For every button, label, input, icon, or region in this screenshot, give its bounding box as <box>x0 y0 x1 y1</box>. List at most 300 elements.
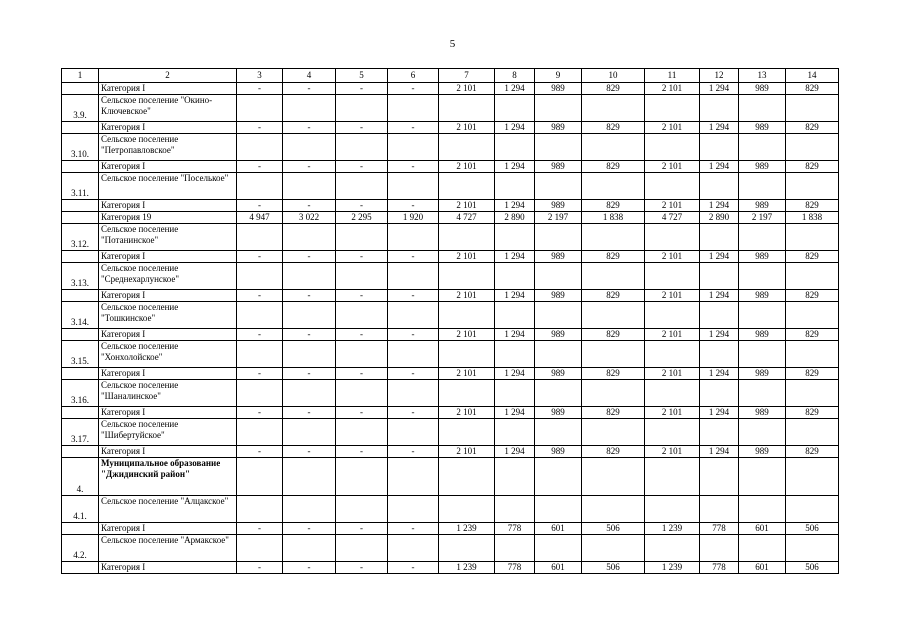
value-cell <box>535 380 582 407</box>
row-name-cell: Категория I <box>99 523 237 535</box>
table-row-category <box>62 562 839 574</box>
value-cell: 989 <box>739 368 786 380</box>
value-cell: 506 <box>582 562 645 574</box>
table-row-category <box>62 446 839 458</box>
row-number-cell <box>62 290 99 302</box>
value-cell: - <box>283 368 336 380</box>
table-row-category <box>62 407 839 419</box>
value-cell: - <box>237 407 283 419</box>
value-cell <box>739 535 786 562</box>
value-cell: 829 <box>786 329 839 341</box>
value-cell: 1 838 <box>582 212 645 224</box>
value-cell <box>739 496 786 523</box>
value-cell <box>237 496 283 523</box>
value-cell: - <box>237 290 283 302</box>
value-cell: - <box>237 329 283 341</box>
row-name-cell: Сельское поселение "Среднехарлунское" <box>99 263 237 290</box>
column-header: 9 <box>535 69 582 83</box>
value-cell: 506 <box>582 523 645 535</box>
value-cell: 601 <box>535 562 582 574</box>
value-cell: 989 <box>739 161 786 173</box>
value-cell: 989 <box>535 83 582 95</box>
value-cell: - <box>388 329 439 341</box>
value-cell <box>700 173 739 200</box>
value-cell <box>283 173 336 200</box>
value-cell: 829 <box>582 122 645 134</box>
table-row-category <box>62 161 839 173</box>
value-cell: 1 294 <box>495 329 535 341</box>
row-name-cell: Категория I <box>99 200 237 212</box>
table-row-settlement <box>62 134 839 161</box>
value-cell: 1 294 <box>700 329 739 341</box>
value-cell: 2 101 <box>645 446 700 458</box>
value-cell: 1 294 <box>495 200 535 212</box>
value-cell <box>535 263 582 290</box>
value-cell <box>645 419 700 446</box>
value-cell: 989 <box>535 122 582 134</box>
value-cell <box>739 380 786 407</box>
value-cell <box>439 263 495 290</box>
value-cell <box>786 496 839 523</box>
value-cell <box>786 458 839 496</box>
value-cell: - <box>388 368 439 380</box>
row-name-cell: Категория I <box>99 83 237 95</box>
value-cell <box>582 263 645 290</box>
row-number-cell: 3.10. <box>62 134 99 161</box>
value-cell <box>645 173 700 200</box>
value-cell: 1 294 <box>700 161 739 173</box>
row-number-cell: 3.13. <box>62 263 99 290</box>
table-row-settlement <box>62 224 839 251</box>
value-cell: - <box>283 122 336 134</box>
row-number-cell: 4.2. <box>62 535 99 562</box>
value-cell <box>535 173 582 200</box>
value-cell <box>336 263 388 290</box>
value-cell: 1 239 <box>439 523 495 535</box>
value-cell: 2 101 <box>645 251 700 263</box>
value-cell <box>336 535 388 562</box>
value-cell: - <box>336 251 388 263</box>
value-cell <box>739 95 786 122</box>
value-cell <box>739 134 786 161</box>
value-cell <box>582 419 645 446</box>
value-cell <box>439 341 495 368</box>
column-header: 14 <box>786 69 839 83</box>
value-cell <box>283 134 336 161</box>
row-number-cell <box>62 161 99 173</box>
column-header: 13 <box>739 69 786 83</box>
value-cell <box>336 380 388 407</box>
value-cell <box>582 224 645 251</box>
value-cell: 829 <box>786 290 839 302</box>
value-cell: 989 <box>535 290 582 302</box>
value-cell: 1 239 <box>645 562 700 574</box>
value-cell: 829 <box>582 368 645 380</box>
value-cell: 829 <box>582 83 645 95</box>
value-cell <box>739 224 786 251</box>
value-cell <box>495 263 535 290</box>
row-name-cell: Сельское поселение "Армакское" <box>99 535 237 562</box>
row-number-cell: 3.16. <box>62 380 99 407</box>
value-cell: - <box>237 446 283 458</box>
row-name-cell: Сельское поселение "Хонхолойское" <box>99 341 237 368</box>
value-cell <box>535 134 582 161</box>
value-cell <box>645 263 700 290</box>
column-header: 6 <box>388 69 439 83</box>
value-cell: 829 <box>582 329 645 341</box>
value-cell: 989 <box>739 329 786 341</box>
value-cell: 506 <box>786 562 839 574</box>
value-cell <box>582 302 645 329</box>
value-cell: 1 294 <box>495 290 535 302</box>
value-cell <box>739 263 786 290</box>
row-name-cell: Сельское поселение "Окино-Ключевское" <box>99 95 237 122</box>
value-cell: 1 294 <box>495 407 535 419</box>
value-cell <box>582 134 645 161</box>
row-number-cell <box>62 562 99 574</box>
value-cell <box>439 496 495 523</box>
value-cell: 989 <box>739 200 786 212</box>
value-cell <box>786 224 839 251</box>
value-cell: 778 <box>700 562 739 574</box>
value-cell <box>388 496 439 523</box>
value-cell <box>786 263 839 290</box>
value-cell: - <box>336 290 388 302</box>
value-cell: - <box>388 251 439 263</box>
value-cell <box>582 496 645 523</box>
row-name-cell: Категория I <box>99 329 237 341</box>
table-row-settlement <box>62 380 839 407</box>
value-cell <box>388 263 439 290</box>
value-cell <box>237 419 283 446</box>
value-cell: - <box>283 446 336 458</box>
value-cell: - <box>336 562 388 574</box>
value-cell: 989 <box>535 251 582 263</box>
value-cell <box>237 302 283 329</box>
value-cell <box>535 535 582 562</box>
value-cell <box>336 341 388 368</box>
value-cell: 829 <box>582 290 645 302</box>
value-cell <box>336 302 388 329</box>
value-cell <box>388 95 439 122</box>
table-row-category <box>62 523 839 535</box>
value-cell <box>388 458 439 496</box>
value-cell <box>439 380 495 407</box>
value-cell: 1 294 <box>700 446 739 458</box>
value-cell: - <box>388 122 439 134</box>
value-cell: 2 197 <box>535 212 582 224</box>
row-name-cell: Сельское поселение "Поселькое" <box>99 173 237 200</box>
value-cell <box>645 380 700 407</box>
value-cell <box>535 419 582 446</box>
value-cell: 2 101 <box>645 200 700 212</box>
column-header: 3 <box>237 69 283 83</box>
value-cell <box>645 224 700 251</box>
value-cell: 989 <box>535 329 582 341</box>
table-row-settlement <box>62 496 839 523</box>
value-cell: - <box>283 83 336 95</box>
value-cell: - <box>388 200 439 212</box>
value-cell: 601 <box>739 523 786 535</box>
value-cell <box>645 496 700 523</box>
value-cell <box>535 224 582 251</box>
value-cell: - <box>388 407 439 419</box>
value-cell <box>582 173 645 200</box>
value-cell: - <box>388 562 439 574</box>
value-cell <box>582 535 645 562</box>
value-cell <box>336 419 388 446</box>
value-cell: 2 101 <box>439 290 495 302</box>
value-cell: - <box>336 368 388 380</box>
column-header: 11 <box>645 69 700 83</box>
value-cell: 778 <box>700 523 739 535</box>
row-number-cell: 3.15. <box>62 341 99 368</box>
value-cell: 2 101 <box>439 329 495 341</box>
value-cell <box>700 380 739 407</box>
table-body <box>62 69 839 574</box>
value-cell <box>388 302 439 329</box>
row-number-cell: 3.12. <box>62 224 99 251</box>
row-number-cell <box>62 523 99 535</box>
column-header: 2 <box>99 69 237 83</box>
page-number: 5 <box>449 38 456 50</box>
row-number-cell <box>62 83 99 95</box>
value-cell <box>283 458 336 496</box>
value-cell: 506 <box>786 523 839 535</box>
value-cell <box>283 341 336 368</box>
value-cell: - <box>283 523 336 535</box>
value-cell: 1 294 <box>700 251 739 263</box>
value-cell: - <box>283 251 336 263</box>
value-cell <box>739 341 786 368</box>
row-number-cell <box>62 329 99 341</box>
value-cell <box>645 535 700 562</box>
value-cell: - <box>388 83 439 95</box>
row-number-cell <box>62 122 99 134</box>
value-cell <box>535 496 582 523</box>
value-cell: 778 <box>495 523 535 535</box>
value-cell: 2 101 <box>645 290 700 302</box>
value-cell <box>535 458 582 496</box>
value-cell: 829 <box>786 200 839 212</box>
value-cell: - <box>388 523 439 535</box>
value-cell: 829 <box>786 407 839 419</box>
value-cell: - <box>388 161 439 173</box>
value-cell <box>582 458 645 496</box>
row-number-cell <box>62 212 99 224</box>
row-name-cell: Сельское поселение "Петропавловское" <box>99 134 237 161</box>
row-number-cell: 4. <box>62 458 99 496</box>
value-cell <box>283 535 336 562</box>
value-cell <box>495 302 535 329</box>
row-number-cell: 3.14. <box>62 302 99 329</box>
value-cell <box>439 173 495 200</box>
value-cell: 989 <box>535 407 582 419</box>
value-cell: 778 <box>495 562 535 574</box>
value-cell: 829 <box>582 407 645 419</box>
value-cell <box>495 496 535 523</box>
value-cell: 829 <box>786 83 839 95</box>
value-cell: - <box>336 407 388 419</box>
value-cell: 989 <box>739 407 786 419</box>
value-cell: 1 239 <box>439 562 495 574</box>
row-number-cell: 3.11. <box>62 173 99 200</box>
value-cell: 989 <box>535 161 582 173</box>
value-cell: 829 <box>582 446 645 458</box>
row-number-cell: 4.1. <box>62 496 99 523</box>
value-cell <box>700 95 739 122</box>
value-cell <box>439 95 495 122</box>
table-row-settlement <box>62 173 839 200</box>
value-cell: 4 947 <box>237 212 283 224</box>
value-cell <box>237 173 283 200</box>
value-cell: 1 294 <box>495 83 535 95</box>
value-cell: 2 101 <box>645 329 700 341</box>
row-name-cell: Категория I <box>99 407 237 419</box>
value-cell: 829 <box>786 161 839 173</box>
value-cell <box>700 224 739 251</box>
value-cell <box>645 302 700 329</box>
header-row <box>62 69 839 83</box>
value-cell <box>237 95 283 122</box>
value-cell: - <box>283 200 336 212</box>
value-cell: 1 294 <box>700 200 739 212</box>
value-cell <box>535 95 582 122</box>
value-cell <box>388 224 439 251</box>
value-cell: - <box>336 446 388 458</box>
value-cell: - <box>237 562 283 574</box>
value-cell: - <box>283 562 336 574</box>
value-cell <box>336 173 388 200</box>
column-header: 12 <box>700 69 739 83</box>
value-cell <box>535 341 582 368</box>
value-cell <box>336 224 388 251</box>
row-name-cell: Категория 19 <box>99 212 237 224</box>
value-cell: - <box>336 122 388 134</box>
value-cell: 1 294 <box>700 290 739 302</box>
value-cell <box>786 302 839 329</box>
value-cell <box>336 458 388 496</box>
row-name-cell: Сельское поселение "Шибертуйское" <box>99 419 237 446</box>
row-number-cell <box>62 368 99 380</box>
value-cell <box>700 458 739 496</box>
table-row-settlement <box>62 535 839 562</box>
table-row-settlement <box>62 341 839 368</box>
value-cell: - <box>283 407 336 419</box>
value-cell: 2 101 <box>439 368 495 380</box>
value-cell <box>700 302 739 329</box>
value-cell: - <box>237 523 283 535</box>
value-cell <box>439 134 495 161</box>
table-row-category <box>62 251 839 263</box>
value-cell: - <box>237 122 283 134</box>
value-cell <box>439 302 495 329</box>
value-cell <box>388 380 439 407</box>
value-cell <box>786 95 839 122</box>
value-cell: 1 294 <box>700 407 739 419</box>
value-cell <box>495 341 535 368</box>
table-row-settlement <box>62 302 839 329</box>
value-cell: 2 101 <box>645 161 700 173</box>
value-cell <box>283 224 336 251</box>
value-cell <box>237 263 283 290</box>
value-cell <box>739 419 786 446</box>
value-cell <box>739 173 786 200</box>
value-cell: 601 <box>535 523 582 535</box>
value-cell: 1 294 <box>700 83 739 95</box>
value-cell: 1 239 <box>645 523 700 535</box>
table-row-settlement <box>62 95 839 122</box>
row-name-cell: Сельское поселение "Потанинское" <box>99 224 237 251</box>
value-cell: - <box>237 161 283 173</box>
table-row-municipality <box>62 458 839 496</box>
value-cell: 989 <box>739 122 786 134</box>
value-cell: - <box>237 251 283 263</box>
row-number-cell <box>62 251 99 263</box>
table-row-category <box>62 212 839 224</box>
value-cell: - <box>237 368 283 380</box>
value-cell <box>336 134 388 161</box>
value-cell: 601 <box>739 562 786 574</box>
value-cell <box>283 263 336 290</box>
value-cell: 2 101 <box>439 407 495 419</box>
value-cell: 2 101 <box>439 122 495 134</box>
value-cell: 1 294 <box>495 251 535 263</box>
value-cell <box>283 95 336 122</box>
table-row-category <box>62 200 839 212</box>
value-cell <box>786 341 839 368</box>
value-cell <box>439 419 495 446</box>
value-cell <box>388 535 439 562</box>
column-header: 8 <box>495 69 535 83</box>
value-cell <box>237 458 283 496</box>
value-cell: 989 <box>739 251 786 263</box>
value-cell <box>495 173 535 200</box>
row-name-cell: Категория I <box>99 251 237 263</box>
value-cell: 989 <box>535 368 582 380</box>
column-header: 1 <box>62 69 99 83</box>
column-header: 4 <box>283 69 336 83</box>
value-cell: - <box>283 329 336 341</box>
value-cell <box>495 380 535 407</box>
value-cell <box>283 380 336 407</box>
value-cell: 3 022 <box>283 212 336 224</box>
value-cell: 829 <box>582 200 645 212</box>
value-cell: 1 294 <box>495 446 535 458</box>
value-cell <box>237 535 283 562</box>
value-cell <box>283 419 336 446</box>
row-number-cell: 3.9. <box>62 95 99 122</box>
value-cell: - <box>283 290 336 302</box>
value-cell: 1 294 <box>495 122 535 134</box>
row-number-cell: 3.17. <box>62 419 99 446</box>
value-cell <box>700 496 739 523</box>
value-cell <box>700 134 739 161</box>
value-cell <box>388 341 439 368</box>
row-name-cell: Категория I <box>99 562 237 574</box>
value-cell: 2 197 <box>739 212 786 224</box>
value-cell <box>439 458 495 496</box>
value-cell <box>645 458 700 496</box>
value-cell <box>495 224 535 251</box>
table-row-category <box>62 290 839 302</box>
row-number-cell <box>62 446 99 458</box>
value-cell <box>700 341 739 368</box>
table-row-settlement <box>62 419 839 446</box>
value-cell: 2 101 <box>645 407 700 419</box>
value-cell <box>283 302 336 329</box>
value-cell: - <box>336 523 388 535</box>
